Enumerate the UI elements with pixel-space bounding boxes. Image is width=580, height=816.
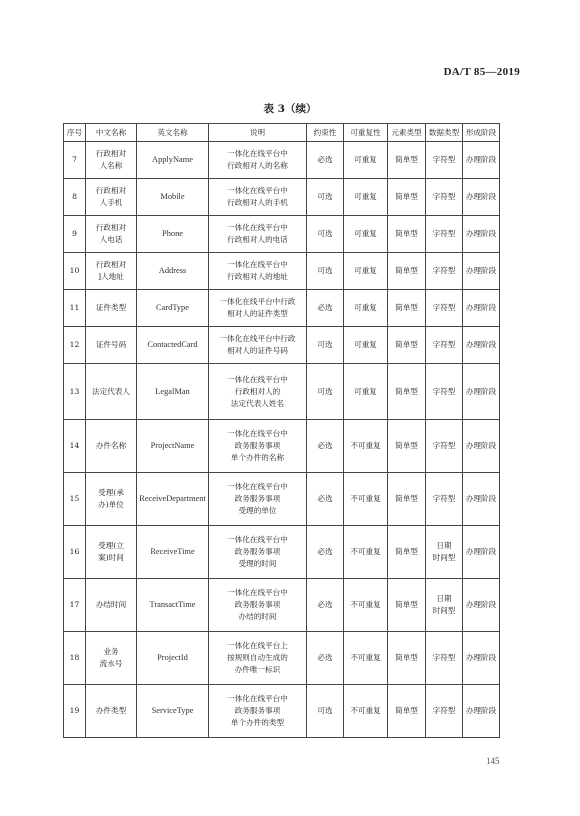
element-type-cell: 简单型 — [388, 290, 426, 327]
row-index-cell: 8 — [64, 179, 86, 216]
constraint-cell: 必选 — [307, 290, 344, 327]
chinese-name-cell: 行政相对 人名称 — [86, 142, 137, 179]
stage-cell: 办理阶段 — [463, 142, 500, 179]
description-cell: 一体化在线平台中行政 相对人的证件号码 — [209, 327, 307, 364]
table-caption: 表 3（续） — [263, 103, 317, 115]
description-cell: 一体化在线平台中行政 相对人的证件类型 — [209, 290, 307, 327]
description-cell: 一体化在线平台中 政务服务事项 受理的单位 — [209, 473, 307, 526]
description-cell: 一体化在线平台上 按规则自动生成的 办件唯一标识 — [209, 632, 307, 685]
repeatability-cell: 可重复 — [344, 253, 388, 290]
row-index-cell: 19 — [64, 685, 86, 738]
stage-cell: 办理阶段 — [463, 253, 500, 290]
table-row — [64, 632, 500, 685]
element-type-cell: 简单型 — [388, 579, 426, 632]
english-name-cell: ApplyName — [137, 142, 209, 179]
constraint-cell: 可选 — [307, 327, 344, 364]
description-cell: 一体化在线平台中 行政相对人的名称 — [209, 142, 307, 179]
english-name-cell: ReceiveDepartment — [137, 473, 209, 526]
data-type-cell: 字符型 — [426, 364, 463, 420]
data-type-cell: 日期 时间型 — [426, 579, 463, 632]
repeatability-cell: 不可重复 — [344, 685, 388, 738]
row-index-cell: 13 — [64, 364, 86, 420]
repeatability-cell: 不可重复 — [344, 420, 388, 473]
chinese-name-cell: 受理(承 办)单位 — [86, 473, 137, 526]
english-name-cell: ReceiveTime — [137, 526, 209, 579]
english-name-cell: Phone — [137, 216, 209, 253]
english-name-cell: ProjectId — [137, 632, 209, 685]
column-header: 元素类型 — [388, 124, 426, 142]
english-name-cell: ProjectName — [137, 420, 209, 473]
element-type-cell: 简单型 — [388, 420, 426, 473]
chinese-name-cell: 办结时间 — [86, 579, 137, 632]
column-header: 说明 — [209, 124, 307, 142]
column-header: 约束性 — [307, 124, 344, 142]
stage-cell: 办理阶段 — [463, 420, 500, 473]
chinese-name-cell: 办件类型 — [86, 685, 137, 738]
table-row — [64, 579, 500, 632]
stage-cell: 办理阶段 — [463, 216, 500, 253]
table-row — [64, 327, 500, 364]
stage-cell: 办理阶段 — [463, 473, 500, 526]
element-type-cell: 简单型 — [388, 685, 426, 738]
data-type-cell: 字符型 — [426, 179, 463, 216]
data-type-cell: 字符型 — [426, 473, 463, 526]
constraint-cell: 可选 — [307, 364, 344, 420]
data-type-cell: 字符型 — [426, 253, 463, 290]
description-cell: 一体化在线平台中 政务服务事项 单个办件的名称 — [209, 420, 307, 473]
description-cell: 一体化在线平台中 政务服务事项 办结的时间 — [209, 579, 307, 632]
stage-cell: 办理阶段 — [463, 364, 500, 420]
repeatability-cell: 可重复 — [344, 142, 388, 179]
chinese-name-cell: 行政相对 ]人地址 — [86, 253, 137, 290]
column-header: 数据类型 — [426, 124, 463, 142]
constraint-cell: 必选 — [307, 473, 344, 526]
data-type-cell: 字符型 — [426, 142, 463, 179]
constraint-cell: 可选 — [307, 216, 344, 253]
element-type-cell: 简单型 — [388, 526, 426, 579]
table-row — [64, 216, 500, 253]
stage-cell: 办理阶段 — [463, 526, 500, 579]
english-name-cell: ContactedCard — [137, 327, 209, 364]
stage-cell: 办理阶段 — [463, 179, 500, 216]
repeatability-cell: 不可重复 — [344, 632, 388, 685]
element-type-cell: 简单型 — [388, 473, 426, 526]
repeatability-cell: 不可重复 — [344, 473, 388, 526]
constraint-cell: 可选 — [307, 179, 344, 216]
repeatability-cell: 可重复 — [344, 216, 388, 253]
row-index-cell: 17 — [64, 579, 86, 632]
row-index-cell: 12 — [64, 327, 86, 364]
row-index-cell: 18 — [64, 632, 86, 685]
repeatability-cell: 可重复 — [344, 290, 388, 327]
element-type-cell: 简单型 — [388, 327, 426, 364]
constraint-cell: 必选 — [307, 579, 344, 632]
chinese-name-cell: 行政相对 人手机 — [86, 179, 137, 216]
chinese-name-cell: 证件类型 — [86, 290, 137, 327]
english-name-cell: LegalMan — [137, 364, 209, 420]
constraint-cell: 可选 — [307, 253, 344, 290]
data-type-cell: 字符型 — [426, 685, 463, 738]
constraint-cell: 可选 — [307, 685, 344, 738]
repeatability-cell: 不可重复 — [344, 526, 388, 579]
repeatability-cell: 可重复 — [344, 327, 388, 364]
chinese-name-cell: 证件号码 — [86, 327, 137, 364]
row-index-cell: 11 — [64, 290, 86, 327]
element-type-cell: 简单型 — [388, 632, 426, 685]
english-name-cell: CardType — [137, 290, 209, 327]
row-index-cell: 14 — [64, 420, 86, 473]
element-type-cell: 简单型 — [388, 179, 426, 216]
table-row — [64, 142, 500, 179]
english-name-cell: Mobile — [137, 179, 209, 216]
english-name-cell: Address — [137, 253, 209, 290]
stage-cell: 办理阶段 — [463, 290, 500, 327]
table-row — [64, 364, 500, 420]
repeatability-cell: 可重复 — [344, 179, 388, 216]
row-index-cell: 15 — [64, 473, 86, 526]
table-row — [64, 420, 500, 473]
data-type-cell: 字符型 — [426, 420, 463, 473]
constraint-cell: 必选 — [307, 142, 344, 179]
row-index-cell: 10 — [64, 253, 86, 290]
column-header: 可重复性 — [344, 124, 388, 142]
description-cell: 一体化在线平台中 行政相对人的手机 — [209, 179, 307, 216]
table-row — [64, 290, 500, 327]
table-row — [64, 253, 500, 290]
table-row — [64, 179, 500, 216]
element-type-cell: 简单型 — [388, 216, 426, 253]
element-type-cell: 简单型 — [388, 253, 426, 290]
metadata-table — [63, 123, 500, 738]
table-row — [64, 526, 500, 579]
table-header-row — [64, 124, 500, 142]
row-index-cell: 16 — [64, 526, 86, 579]
constraint-cell: 必选 — [307, 632, 344, 685]
row-index-cell: 9 — [64, 216, 86, 253]
column-header: 序号 — [64, 124, 86, 142]
standard-number: DA/T 85—2019 — [443, 66, 520, 78]
column-header: 形成阶段 — [463, 124, 500, 142]
constraint-cell: 必选 — [307, 526, 344, 579]
stage-cell: 办理阶段 — [463, 685, 500, 738]
page-number: 145 — [486, 756, 500, 766]
table-row — [64, 473, 500, 526]
column-header: 中文名称 — [86, 124, 137, 142]
stage-cell: 办理阶段 — [463, 632, 500, 685]
chinese-name-cell: 受理(立 案)时间 — [86, 526, 137, 579]
data-type-cell: 字符型 — [426, 632, 463, 685]
chinese-name-cell: 行政相对 人电话 — [86, 216, 137, 253]
table-row — [64, 685, 500, 738]
english-name-cell: TransactTime — [137, 579, 209, 632]
description-cell: 一体化在线平台中 行政相对人的电话 — [209, 216, 307, 253]
stage-cell: 办理阶段 — [463, 327, 500, 364]
description-cell: 一体化在线平台中 行政相对人的地址 — [209, 253, 307, 290]
constraint-cell: 必选 — [307, 420, 344, 473]
stage-cell: 办理阶段 — [463, 579, 500, 632]
chinese-name-cell: 法定代表人 — [86, 364, 137, 420]
element-type-cell: 简单型 — [388, 364, 426, 420]
row-index-cell: 7 — [64, 142, 86, 179]
data-type-cell: 字符型 — [426, 327, 463, 364]
repeatability-cell: 不可重复 — [344, 579, 388, 632]
data-type-cell: 字符型 — [426, 216, 463, 253]
description-cell: 一体化在线平台中 政务服务事项 单个办件的类型 — [209, 685, 307, 738]
data-type-cell: 日期 时间型 — [426, 526, 463, 579]
repeatability-cell: 可重复 — [344, 364, 388, 420]
chinese-name-cell: 办件名称 — [86, 420, 137, 473]
english-name-cell: ServiceType — [137, 685, 209, 738]
chinese-name-cell: 业务 流水号 — [86, 632, 137, 685]
column-header: 英文名称 — [137, 124, 209, 142]
description-cell: 一体化在线平台中 行政相对人的 法定代表人姓名 — [209, 364, 307, 420]
data-type-cell: 字符型 — [426, 290, 463, 327]
description-cell: 一体化在线平台中 政务服务事项 受理的时间 — [209, 526, 307, 579]
element-type-cell: 简单型 — [388, 142, 426, 179]
